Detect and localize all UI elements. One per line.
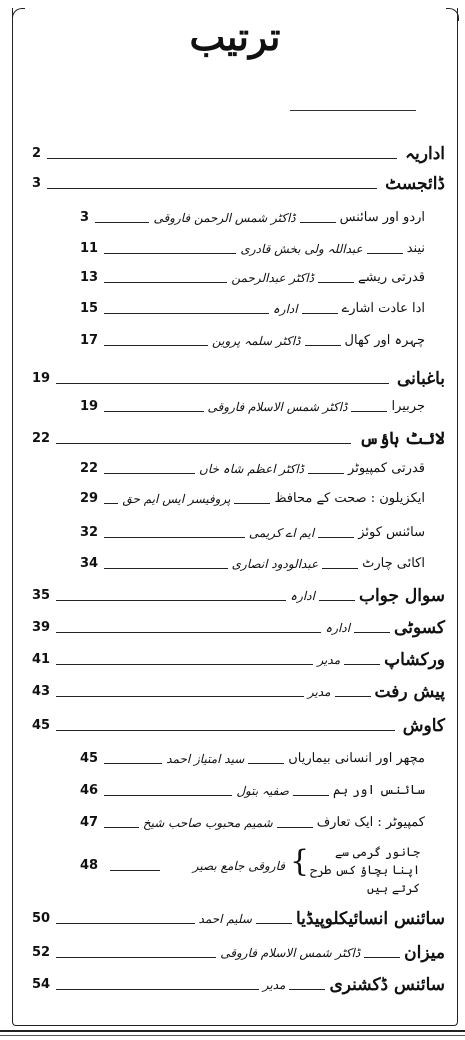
page-number: 52 — [32, 945, 51, 960]
toc-entry[interactable] — [0, 780, 465, 806]
leader-line — [354, 632, 390, 633]
leader-line — [308, 473, 344, 474]
leader-line — [322, 568, 358, 569]
entry-title: کمپیوٹر : ایک تعارف — [316, 815, 425, 830]
leader-line — [56, 696, 304, 697]
page-number: 35 — [32, 588, 51, 603]
entry-title: کسوٹی — [394, 618, 445, 638]
toc-entry[interactable] — [0, 330, 465, 356]
entry-title: سائنس اور ہم — [332, 783, 425, 798]
leader-line — [319, 600, 355, 601]
leader-line — [104, 763, 162, 764]
entry-title: قدرتی کمپیوٹر — [348, 461, 425, 476]
entry-title: پیش رفت — [374, 682, 445, 702]
entry-title: مچھر اور انسانی بیماریاں — [288, 751, 425, 766]
toc-entry[interactable] — [0, 368, 465, 394]
leader-line — [47, 188, 377, 189]
page-number: 13 — [80, 270, 99, 285]
author-name: عبدالودود انصاری — [231, 557, 319, 571]
entry-title: ورکشاپ — [384, 650, 445, 670]
leader-line — [47, 158, 397, 159]
author-name: مدیر — [317, 653, 341, 667]
toc-entry[interactable] — [0, 844, 465, 895]
author-name: سید امتیاز احمد — [166, 752, 245, 766]
leader-line — [56, 923, 194, 924]
toc-entry[interactable] — [0, 942, 465, 968]
leader-line — [56, 600, 286, 601]
entry-title: چہرہ اور کھال — [344, 333, 425, 348]
entry-title: سائنس انسائیکلوپیڈیا — [295, 909, 445, 929]
leader-line — [104, 282, 227, 283]
leader-line — [104, 503, 118, 504]
page-number: 43 — [32, 684, 51, 699]
page-number: 22 — [32, 431, 51, 446]
brace-glyph: { — [290, 844, 310, 879]
leader-line — [56, 989, 259, 990]
author-name: ڈاکٹر سلمہ پروین — [212, 334, 301, 348]
leader-line — [95, 222, 149, 223]
author-name: ڈاکٹر شمس الاسلام فاروقی — [207, 400, 348, 414]
entry-title: سائنس ڈکشنری — [329, 975, 445, 995]
leader-line — [277, 827, 313, 828]
entry-title: سائنس کوئز — [358, 525, 425, 540]
page-number: 47 — [80, 815, 99, 830]
entry-title: اداریہ — [405, 144, 445, 164]
author-name: ایم اے کریمی — [248, 526, 315, 540]
author-name: شمیم محبوب صاحب شیخ — [142, 816, 273, 830]
page-number: 15 — [80, 301, 99, 316]
leader-line — [104, 411, 203, 412]
page-number: 34 — [80, 556, 99, 571]
author-name: ادارہ — [290, 589, 315, 603]
author-name: عبداللہ ولی بخش قادری — [240, 242, 363, 256]
leader-line — [302, 313, 338, 314]
leader-line — [104, 795, 232, 796]
toc-entry[interactable] — [0, 298, 465, 324]
author-name: ڈاکٹر عبدالرحمن — [231, 271, 314, 285]
leader-line — [300, 222, 336, 223]
toc-entry[interactable] — [0, 396, 465, 422]
entry-title: سوال جواب — [358, 586, 445, 606]
page-title: ترتیب — [189, 14, 281, 59]
author-name: مدیر — [307, 685, 331, 699]
leader-line — [351, 411, 387, 412]
leader-line — [364, 957, 400, 958]
page-number: 46 — [80, 783, 99, 798]
leader-line — [367, 253, 403, 254]
toc-entry[interactable] — [0, 488, 465, 514]
entry-title: ایکزیلون : صحت کے محافظ — [274, 491, 425, 506]
entry-title: باغبانی — [396, 369, 445, 389]
author-name: ادارہ — [272, 302, 298, 316]
entry-title: جانور گرمی سے اپنا بچاؤ کس طرح کرتے ہیں — [310, 845, 420, 895]
leader-line — [248, 763, 284, 764]
entry-title: اردو اور سائنس — [339, 210, 425, 225]
page-number: 54 — [32, 977, 51, 992]
entry-title: قدرتی ریشے — [357, 270, 425, 285]
author-name: ڈاکٹر اعظم شاہ خاں — [199, 462, 305, 476]
page-number: 3 — [32, 176, 42, 191]
page-number: 50 — [32, 911, 51, 926]
leader-line — [305, 345, 341, 346]
author-name: ڈاکٹر شمس الرحمن فاروقی — [153, 211, 296, 225]
toc-entry[interactable] — [0, 238, 465, 264]
leader-line — [104, 827, 139, 828]
leader-line — [104, 537, 245, 538]
toc-entry[interactable] — [0, 812, 465, 838]
entry-title: ادا عادت اشارے — [341, 301, 425, 316]
leader-line — [104, 568, 228, 569]
toc-entry[interactable] — [0, 908, 465, 934]
page-number: 11 — [80, 241, 99, 256]
page-number: 45 — [80, 751, 99, 766]
leader-line — [104, 313, 269, 314]
toc-entry[interactable] — [0, 748, 465, 774]
leader-line — [293, 795, 329, 796]
toc-entry[interactable] — [0, 143, 465, 169]
author-name: پروفیسر ایس ایم حق — [122, 492, 231, 506]
page-number: 2 — [32, 146, 42, 161]
leader-line — [104, 345, 208, 346]
page-number: 32 — [80, 525, 99, 540]
author-name: مدیر — [262, 978, 286, 992]
page-number: 22 — [80, 461, 99, 476]
toc-entry[interactable] — [0, 715, 465, 741]
page-number: 39 — [32, 620, 51, 635]
page-number: 45 — [32, 718, 51, 733]
leader-line — [56, 730, 395, 731]
page-number: 41 — [32, 652, 51, 667]
entry-title: ڈائجسٹ — [385, 174, 445, 194]
frame-corner-left — [12, 8, 25, 21]
page-number: 3 — [80, 210, 90, 225]
bottom-rule — [0, 1030, 465, 1032]
page-number: 48 — [80, 858, 99, 873]
toc-entry[interactable] — [0, 974, 465, 1000]
leader-line — [104, 253, 236, 254]
page-number: 29 — [80, 491, 99, 506]
page-number: 19 — [32, 371, 51, 386]
leader-line — [56, 383, 389, 384]
entry-title: میزان — [404, 943, 445, 963]
toc-entry[interactable] — [0, 553, 465, 579]
toc-entry[interactable] — [0, 617, 465, 643]
entry-title: جربیرا — [391, 399, 425, 414]
page-number: 19 — [80, 399, 99, 414]
leader-line — [56, 632, 321, 633]
author-name: سلیم احمد — [198, 912, 252, 926]
toc-entry[interactable] — [0, 428, 465, 454]
author-name: ڈاکٹر شمس الاسلام فاروقی — [220, 946, 361, 960]
toc-entry[interactable] — [0, 458, 465, 484]
toc-entry[interactable] — [0, 522, 465, 548]
leader-line — [110, 870, 160, 871]
title-rule — [290, 110, 416, 111]
toc-entry[interactable] — [0, 173, 465, 199]
leader-line — [344, 664, 380, 665]
leader-line — [289, 989, 325, 990]
leader-line — [318, 282, 354, 283]
leader-line — [104, 473, 195, 474]
leader-line — [56, 957, 216, 958]
leader-line — [234, 503, 270, 504]
page-number: 17 — [80, 333, 99, 348]
toc-entry[interactable] — [0, 267, 465, 293]
author-name: ادارہ — [325, 621, 351, 635]
entry-title: لائٹ ہاؤس — [359, 429, 445, 449]
bottom-rule-thin — [0, 1035, 465, 1036]
toc-entry[interactable] — [0, 681, 465, 707]
leader-line — [318, 537, 354, 538]
leader-line — [56, 664, 313, 665]
leader-line — [56, 443, 351, 444]
leader-line — [335, 696, 371, 697]
entry-title: نیند — [406, 241, 425, 256]
author-name: فاروقی جامع بصیر — [192, 859, 285, 873]
author-name: صفیہ بتول — [236, 784, 289, 798]
leader-line — [256, 923, 292, 924]
toc-entry[interactable] — [0, 585, 465, 611]
entry-title: اکائی چارٹ — [362, 556, 425, 571]
toc-entry[interactable] — [0, 649, 465, 675]
entry-title: کاوش — [402, 716, 445, 736]
toc-entry[interactable] — [0, 207, 465, 233]
